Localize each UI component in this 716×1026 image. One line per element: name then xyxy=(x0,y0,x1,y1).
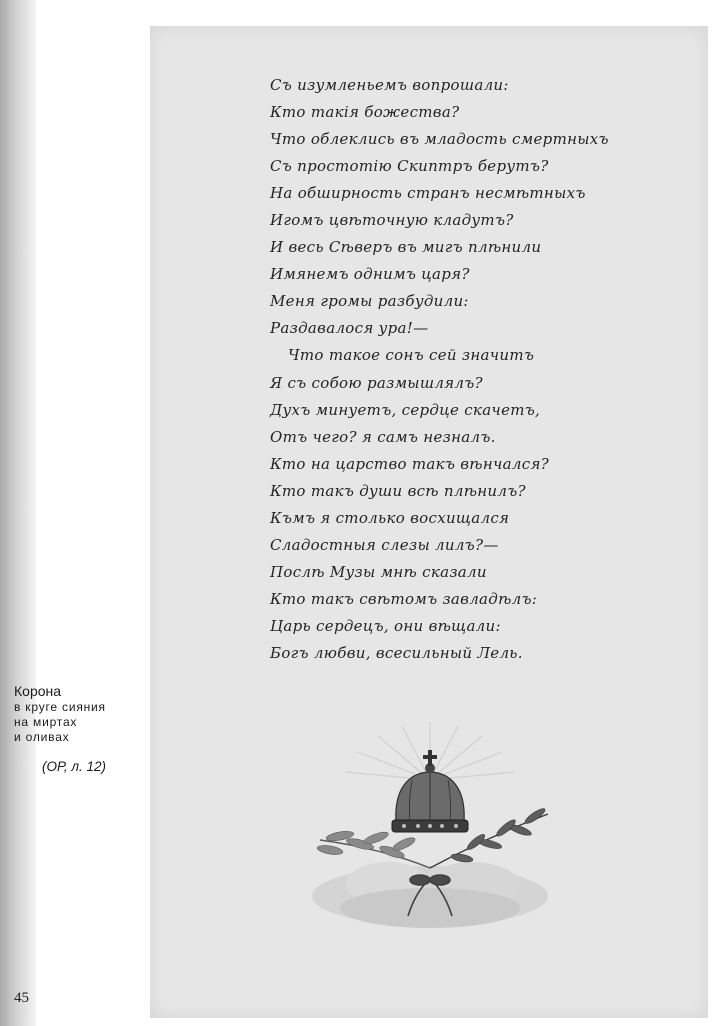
poem-line: Я съ собою размышлялъ? xyxy=(270,373,483,392)
poem-line: Имянемъ однимъ царя? xyxy=(270,265,470,284)
crown-shape xyxy=(392,750,468,832)
figure-caption xyxy=(14,683,152,774)
caption-line: на миртах xyxy=(14,715,78,729)
cloud-shape xyxy=(312,862,548,928)
crown-emblem-icon xyxy=(280,718,580,948)
poem-line: Кто такъ души всѣ плѣнилъ? xyxy=(270,481,526,500)
poem-line: Къмъ я столько восхищался xyxy=(270,508,510,527)
poem-line: Меня громы разбудили: xyxy=(270,292,469,311)
caption-line: в круге сияния xyxy=(14,700,106,714)
page-number: 45 xyxy=(14,990,29,1006)
poem-line: Отъ чего? я самъ незналъ. xyxy=(270,427,496,446)
caption-line: и оливах xyxy=(14,730,70,744)
poem-line: Кто такъ свѣтомъ завладѣлъ: xyxy=(270,589,538,608)
poem-line: Раздавалося ура!— xyxy=(270,319,429,338)
book-spine-shadow xyxy=(0,0,36,1026)
poem-line: Съ изумленьемъ вопрошали: xyxy=(270,76,509,94)
caption-reference: (ОР, л. 12) xyxy=(42,759,107,774)
poem-line: На обширность странъ несмѣтныхъ xyxy=(270,184,586,203)
poem-line: Что облеклись въ младость смертныхъ xyxy=(270,130,609,149)
poem-line: Что такое сонъ сей значитъ xyxy=(288,346,535,365)
poem-line: Царь сердецъ, они вѣщали: xyxy=(270,616,501,635)
poem-line: И весь Сѣверъ въ мигъ плѣнили xyxy=(270,238,542,257)
poem-line: Съ простотію Скиптръ берутъ? xyxy=(270,157,549,176)
poem-line: Сладостныя слезы лилъ?— xyxy=(270,535,499,554)
poem-line: Кто на царство такъ вѣнчался? xyxy=(270,454,550,473)
poem-line: Послѣ Музы мнѣ сказали xyxy=(270,562,487,581)
poem-text xyxy=(270,72,690,667)
myrtle-branch-left xyxy=(317,830,430,868)
caption-title: Корона xyxy=(14,683,62,699)
poem-line: Игомъ цвѣточную кладутъ? xyxy=(270,211,514,230)
poem-line: Богъ любви, всесильный Лель. xyxy=(270,643,523,662)
poem-line: Кто такія божества? xyxy=(270,103,460,122)
poem-line: Духъ минуетъ, сердце скачетъ, xyxy=(270,400,541,419)
